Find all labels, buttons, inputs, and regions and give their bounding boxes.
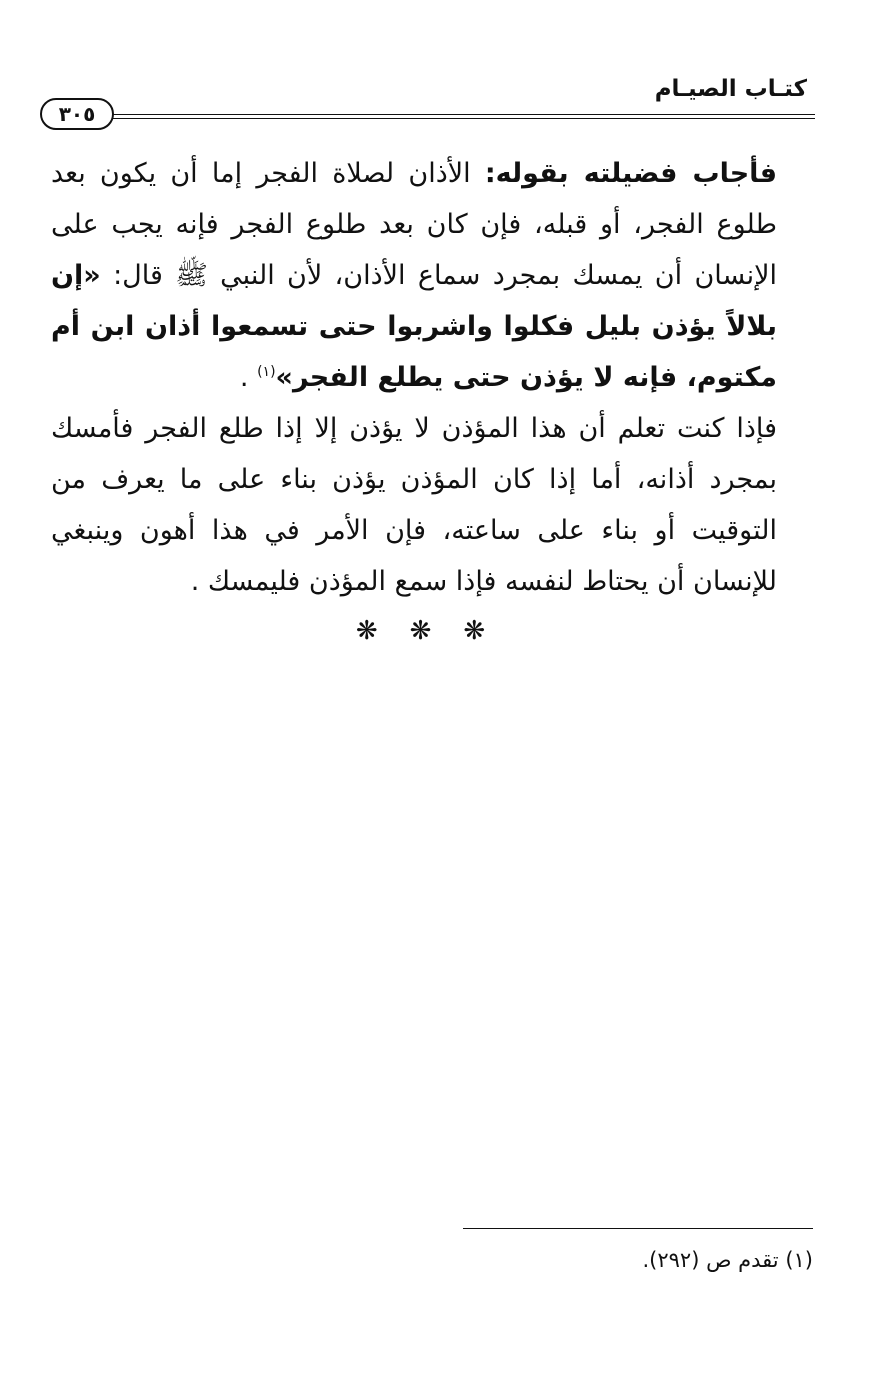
page-number-frame <box>40 98 114 130</box>
paragraph-1-end: . <box>239 362 258 393</box>
page-number: ٣٠٥ <box>58 102 96 126</box>
hadith-quote: «إن بلالاً يؤذن بليل فكلوا واشربوا حتى تسمعوا أذان ابن أم مكتوم، فإنه لا يؤذن حتى يطلع الفجر» <box>51 260 777 393</box>
footnote-rule <box>463 1228 813 1229</box>
running-title: كتـاب الصيـام <box>654 76 807 102</box>
paragraph-1-text: الأذان لصلاة الفجر إما أن يكون بعد طلوع الفجر، أو قبله، فإن كان بعد طلوع الفجر فإنه يجب على الإنسان أن يمسك بمجرد سماع الأذان، لأن النبي ﷺ قال: <box>51 158 777 291</box>
paragraph-2: فإذا كنت تعلم أن هذا المؤذن لا يؤذن إلا إذا طلع الفجر فأمسك بمجرد أذانه، أما إذا كان المؤذن يؤذن بناء على ما يعرف من التوقيت أو بناء على ساعته، فإن الأمر في هذا أهون وينبغي للإنسان أن يحتاط لنفسه فإذا سمع المؤذن فليمسك . <box>51 413 777 597</box>
footnote-reference: (١) <box>257 364 276 380</box>
paragraph-1 <box>51 148 807 403</box>
answer-lead: فأجاب فضيلته بقوله: <box>484 158 777 189</box>
header-rule <box>110 114 815 119</box>
body-text <box>51 148 807 607</box>
section-separator-stars: ❋❋❋ <box>355 616 518 646</box>
footnote-1: (١) تقدم ص (٢٩٢). <box>642 1248 813 1272</box>
